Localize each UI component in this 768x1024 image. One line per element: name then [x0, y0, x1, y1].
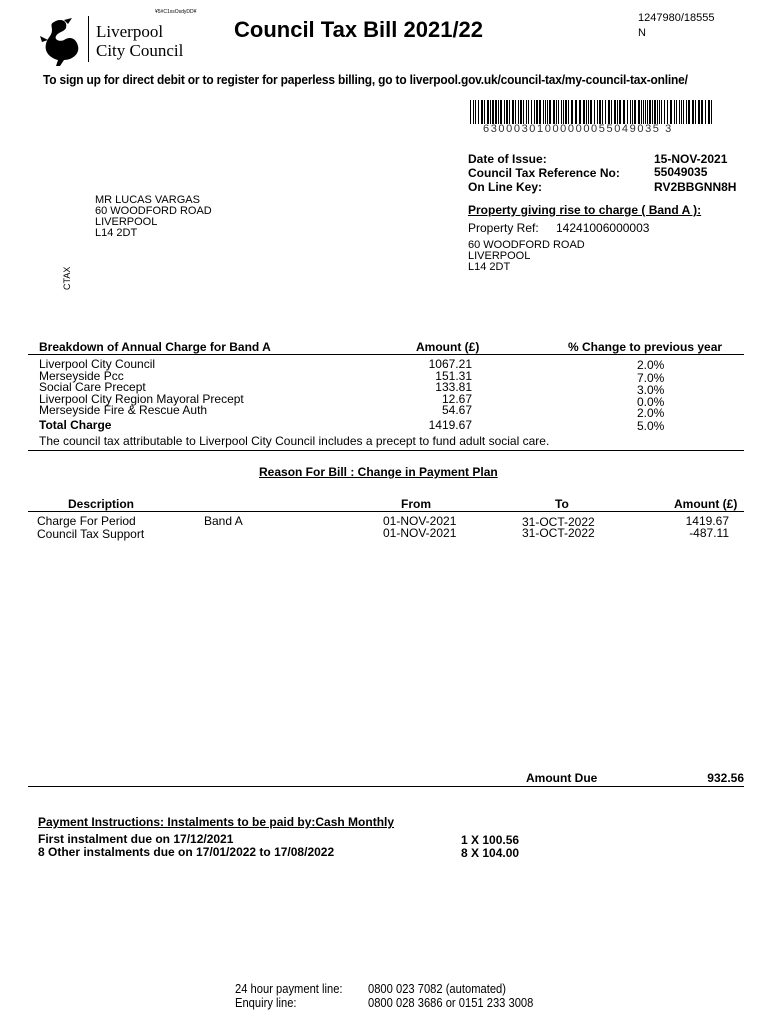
charges-header-from: From — [401, 497, 431, 511]
total-charge-change: 5.0% — [637, 419, 665, 433]
barcode-bar — [526, 100, 527, 124]
barcode-bar — [623, 100, 625, 124]
breakdown-header-change: % Change to previous year — [568, 340, 723, 354]
amount-due-label: Amount Due — [526, 771, 598, 785]
barcode-bar — [647, 100, 648, 124]
first-instalment-amount: 1 X 100.56 — [461, 833, 520, 847]
barcode-bar — [558, 100, 559, 124]
breakdown-bottom-rule — [28, 450, 744, 451]
barcode-bar — [512, 100, 514, 124]
breakdown-row-amount: 133.81 — [435, 380, 472, 394]
charges-row-to: 31-OCT-2022 — [522, 515, 595, 529]
council-tax-ref-label: Council Tax Reference No: — [468, 166, 620, 180]
barcode-bar — [679, 100, 680, 124]
barcode-bar — [539, 100, 541, 124]
barcode-bar — [470, 100, 471, 124]
barcode-bar — [676, 100, 677, 124]
charges-header-desc: Description — [68, 497, 135, 511]
direct-debit-notice: To sign up for direct debit or to register for paperless billing, go to liverpool.gov.uk/council-tax/my-council-tax-online/ — [43, 72, 688, 87]
barcode-bar — [556, 100, 557, 124]
barcode-bar — [495, 100, 497, 124]
charges-row-amount: -487.11 — [689, 526, 729, 540]
barcode-bar — [506, 100, 508, 124]
barcode-bar — [565, 100, 567, 124]
breakdown-header-rule — [28, 354, 744, 355]
charges-row-desc: Charge For Period — [37, 514, 136, 528]
total-charge-label: Total Charge — [39, 418, 112, 432]
barcode-bar — [652, 100, 653, 124]
barcode-bar — [534, 100, 535, 124]
breakdown-header-amount: Amount (£) — [416, 340, 480, 354]
property-address-street: 60 WOODFORD ROAD — [468, 239, 585, 251]
breakdown-row-amount: 12.67 — [441, 392, 472, 406]
property-ref-value: 14241006000003 — [556, 221, 650, 235]
date-of-issue-value: 15-NOV-2021 — [654, 152, 728, 166]
barcode-bar — [608, 100, 610, 124]
bill-title: Council Tax Bill 2021/22 — [234, 17, 484, 42]
barcode-bar — [630, 100, 631, 124]
barcode-bar — [543, 100, 544, 124]
enquiry-line-label: Enquiry line: — [235, 995, 297, 1010]
barcode-bar — [664, 100, 665, 124]
barcode-bar — [605, 100, 606, 124]
amount-due-value: 932.56 — [707, 771, 744, 785]
barcode-bar — [568, 100, 569, 124]
charges-header-amount: Amount (£) — [674, 497, 738, 511]
breakdown-row-change: 0.0% — [637, 395, 665, 409]
barcode-bar — [588, 100, 589, 124]
online-key-label: On Line Key: — [468, 180, 543, 194]
barcode-bar — [473, 100, 474, 124]
breakdown-row-desc: Social Care Precept — [39, 380, 146, 394]
barcode-bar — [634, 100, 636, 124]
barcode-bar — [484, 100, 485, 124]
property-address-city: LIVERPOOL — [468, 250, 531, 262]
other-instalments-text: 8 Other instalments due on 17/01/2022 to 17/08/2022 — [38, 845, 335, 859]
barcode-bar — [654, 100, 656, 124]
breakdown-row-amount: 1067.21 — [428, 357, 472, 371]
online-key-value: RV2BBGNN8H — [654, 180, 737, 194]
breakdown-row-desc: Merseyside Fire & Rescue Auth — [39, 403, 208, 417]
barcode-bar — [487, 100, 489, 124]
barcode-bar — [692, 100, 694, 124]
logo-text-line1: Liverpool — [96, 22, 164, 41]
barcode-number: 63000301000000055049035 3 — [483, 123, 673, 135]
barcode-bar — [695, 100, 696, 124]
charges-row-to: 31-OCT-2022 — [522, 526, 595, 540]
first-instalment-text: First instalment due on 17/12/2021 — [38, 832, 234, 846]
charges-header-to: To — [555, 497, 569, 511]
barcode-bar — [597, 100, 598, 124]
barcode-bar — [659, 100, 660, 124]
addressee-postcode: L14 2DT — [95, 227, 138, 239]
barcode-bar — [617, 100, 618, 124]
barcode-bar — [520, 100, 522, 124]
barcode-bar — [478, 100, 479, 124]
breakdown-row-desc: Liverpool City Council — [39, 357, 156, 371]
barcode-bar — [698, 100, 700, 124]
breakdown-header-desc: Breakdown of Annual Charge for Band A — [39, 340, 271, 354]
addressee-street: 60 WOODFORD ROAD — [95, 205, 212, 217]
payment-line-number: 0800 023 7082 (automated) — [368, 981, 507, 996]
barcode-bar — [475, 100, 476, 124]
addressee-name: MR LUCAS VARGAS — [95, 194, 200, 206]
total-charge-amount: 1419.67 — [428, 418, 472, 432]
barcode-bar — [670, 100, 672, 124]
barcode-bar — [523, 100, 524, 124]
barcode-bar — [571, 100, 573, 124]
breakdown-row-desc: Liverpool City Region Mayoral Precept — [39, 392, 244, 406]
logo-divider — [88, 16, 89, 62]
reason-for-bill: Reason For Bill : Change in Payment Plan — [259, 465, 498, 479]
charges-row-from: 01-NOV-2021 — [383, 526, 457, 540]
barcode-bar — [667, 100, 668, 124]
barcode-bar — [638, 100, 640, 124]
barcode-bar — [705, 100, 706, 124]
barcode-bar — [531, 100, 532, 124]
ref-letter: N — [638, 27, 646, 39]
council-tax-ref-value: 55049035 — [654, 165, 708, 179]
barcode-bar — [481, 100, 483, 124]
barcode-bar — [657, 100, 658, 124]
barcode-bar — [553, 100, 555, 124]
barcode-bar — [490, 100, 491, 124]
charges-row-band: Band A — [204, 514, 243, 528]
charges-row-from: 01-NOV-2021 — [383, 514, 457, 528]
barcode-bar — [583, 100, 585, 124]
breakdown-row-amount: 54.67 — [441, 403, 472, 417]
barcode-bar — [701, 100, 703, 124]
side-code: CTAX — [62, 266, 72, 290]
payment-line-label: 24 hour payment line: — [235, 981, 343, 996]
barcode-bar — [683, 100, 684, 124]
barcode-bar — [632, 100, 633, 124]
other-instalments-amount: 8 X 104.00 — [461, 846, 520, 860]
enquiry-line-number: 0800 028 3686 or 0151 233 3008 — [368, 995, 534, 1010]
ref-code: 1247980/18555 — [638, 12, 715, 24]
barcode-bar — [627, 100, 628, 124]
barcode-bar — [649, 100, 651, 124]
liver-bird-logo-icon — [34, 16, 86, 68]
print-code: ¥5#C1xsOsdyDD¥ — [155, 9, 197, 15]
addressee-city: LIVERPOOL — [95, 216, 158, 228]
breakdown-row-change: 3.0% — [637, 383, 665, 397]
barcode-bar — [602, 100, 603, 124]
barcode-bar — [579, 100, 581, 124]
charges-header-rule — [28, 511, 744, 512]
barcode-bar — [504, 100, 505, 124]
barcode-bar — [688, 100, 690, 124]
logo-text-line2: City Council — [96, 41, 184, 60]
barcode-bar — [641, 100, 642, 124]
amount-due-rule — [28, 786, 744, 787]
barcode-bar — [545, 100, 546, 124]
barcode-bar — [492, 100, 494, 124]
barcode-bar — [674, 100, 675, 124]
barcode-bar — [549, 100, 551, 124]
breakdown-row-change: 7.0% — [637, 371, 665, 385]
barcode-bar — [575, 100, 577, 124]
barcode — [470, 100, 716, 124]
barcode-bar — [645, 100, 646, 124]
property-heading: Property giving rise to charge ( Band A ): — [468, 203, 702, 217]
barcode-bar — [518, 100, 519, 124]
barcode-bar — [599, 100, 601, 124]
barcode-bar — [643, 100, 644, 124]
breakdown-row-desc: Merseyside Pcc — [39, 369, 124, 383]
barcode-bar — [528, 100, 529, 124]
barcode-bar — [711, 100, 712, 124]
barcode-bar — [536, 100, 538, 124]
property-address-postcode: L14 2DT — [468, 261, 511, 273]
barcode-bar — [611, 100, 612, 124]
charges-row-amount: 1419.67 — [685, 514, 729, 528]
barcode-bar — [661, 100, 662, 124]
barcode-bar — [561, 100, 562, 124]
barcode-bar — [498, 100, 499, 124]
barcode-bar — [708, 100, 710, 124]
barcode-bar — [686, 100, 687, 124]
barcode-bar — [515, 100, 516, 124]
breakdown-row-change: 2.0% — [637, 406, 665, 420]
payment-instructions-heading: Payment Instructions: Instalments to be paid by:Cash Monthly — [38, 815, 395, 829]
barcode-bar — [500, 100, 502, 124]
barcode-bar — [681, 100, 682, 124]
barcode-bar — [563, 100, 564, 124]
charges-row-desc: Council Tax Support — [37, 527, 145, 541]
property-ref-label: Property Ref: — [468, 221, 539, 235]
barcode-bar — [509, 100, 510, 124]
date-of-issue-label: Date of Issue: — [468, 152, 547, 166]
breakdown-row-change: 2.0% — [637, 358, 665, 372]
barcode-bar — [590, 100, 592, 124]
breakdown-row-amount: 151.31 — [435, 369, 472, 383]
barcode-bar — [594, 100, 595, 124]
barcode-bar — [586, 100, 587, 124]
barcode-bar — [619, 100, 621, 124]
barcode-bar — [547, 100, 548, 124]
barcode-bar — [614, 100, 616, 124]
adult-social-care-note: The council tax attributable to Liverpool City Council includes a precept to fund adult social care. — [39, 434, 550, 448]
